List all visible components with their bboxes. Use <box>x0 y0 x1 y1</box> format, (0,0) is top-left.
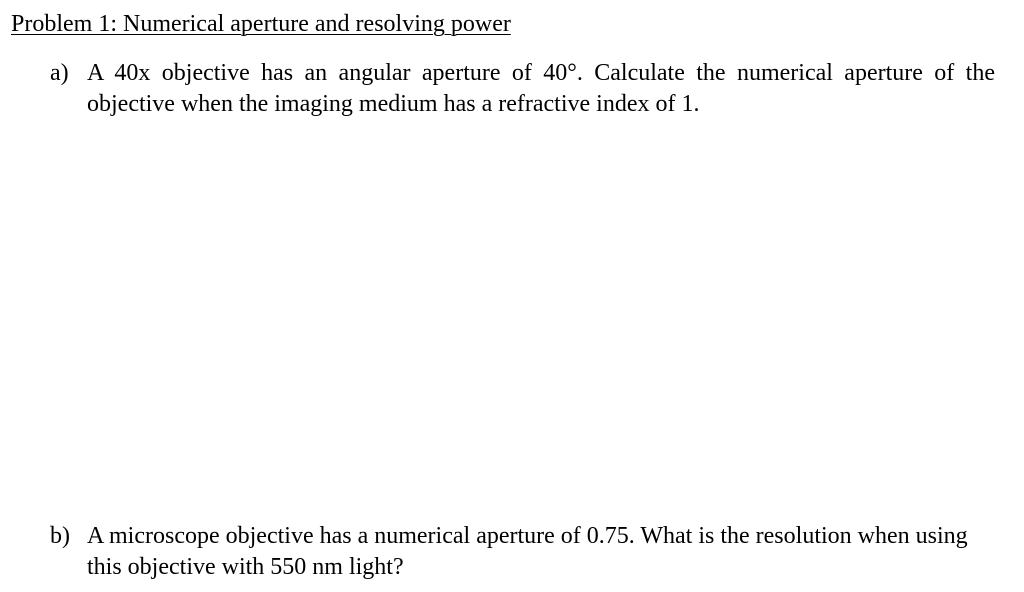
answer-space-part-a <box>87 125 987 505</box>
part-b-question: A microscope objective has a numerical aperture of 0.75. What is the resolution when using this objective with 550 nm light? <box>87 523 968 580</box>
part-a-question: A 40x objective has an angular aperture of 40°. Calculate the numerical aperture of the objective when the imaging medium has a refractive index of 1. <box>87 60 995 117</box>
part-a-marker: a) <box>50 60 69 86</box>
problem-title: Problem 1: Numerical aperture and resolving power <box>11 11 511 37</box>
part-b-marker: b) <box>50 523 70 549</box>
problem-part-b <box>50 521 995 583</box>
problem-part-a <box>50 58 995 120</box>
